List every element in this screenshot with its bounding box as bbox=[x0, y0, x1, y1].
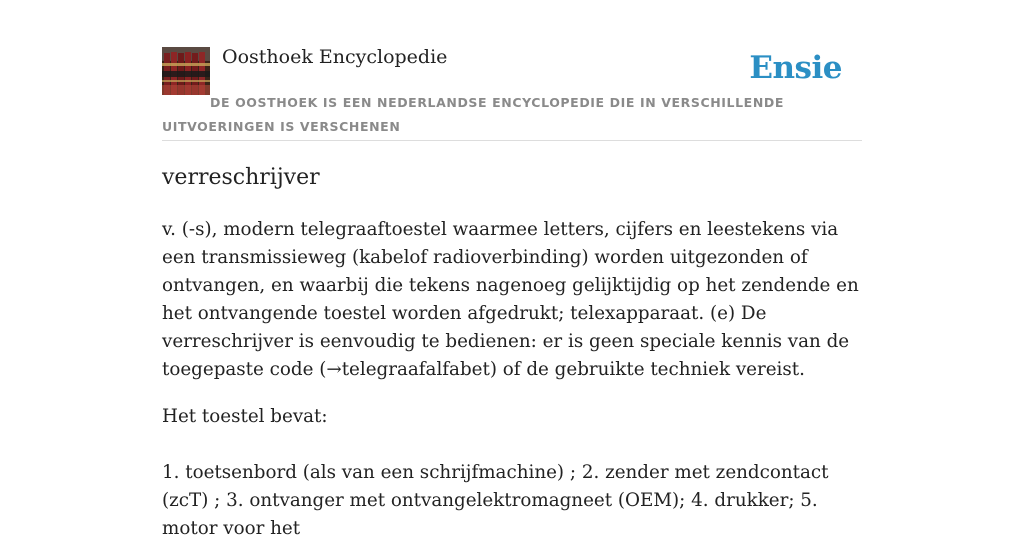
site-header bbox=[162, 40, 862, 141]
telegraafalfabet-link[interactable] bbox=[326, 359, 489, 380]
device-intro-paragraph: Het toestel bevat: bbox=[162, 406, 328, 427]
encyclopedia-books-icon[interactable] bbox=[162, 47, 210, 95]
site-title-link[interactable]: Oosthoek Encyclopedie bbox=[222, 46, 448, 68]
definition-text-end: ) of de gebruikte techniek vereist. bbox=[489, 359, 805, 380]
book-spines-illustration bbox=[162, 47, 210, 95]
telegraafalfabet-link-label: telegraafalfabet bbox=[341, 359, 490, 380]
device-parts-paragraph: 1. toetsenbord (als van een schrijfmachine) ; 2. zender met zendcontact (zcT) ; 3. ontvanger met ontvangelektromagneet (OEM); 4. drukker; 5. motor voor het bbox=[162, 462, 829, 539]
arrow-right-icon: → bbox=[326, 359, 342, 380]
entry-title: verreschrijver bbox=[162, 165, 320, 190]
site-tagline: DE OOSTHOEK IS EEN NEDERLANDSE ENCYCLOPEDIE DIE IN VERSCHILLENDE UITVOERINGEN IS VERSCHENEN bbox=[162, 95, 784, 134]
entry-content bbox=[162, 162, 862, 539]
definition-paragraph bbox=[162, 216, 862, 384]
ensie-logo-link[interactable]: Ensie bbox=[749, 50, 842, 86]
definition-text: v. (-s), modern telegraaftoestel waarmee letters, cijfers en leestekens via een transmissieweg (kabelof radioverbinding) worden uitgezonden of ontvangen, en waarbij die tekens nagenoeg gelijktijdig op het zendende en het ontvangende toestel worden afgedrukt; telexapparaat. (e) De verreschrijver is eenvoudig te bedienen: er is geen speciale kennis van de toegepaste code ( bbox=[162, 219, 859, 380]
